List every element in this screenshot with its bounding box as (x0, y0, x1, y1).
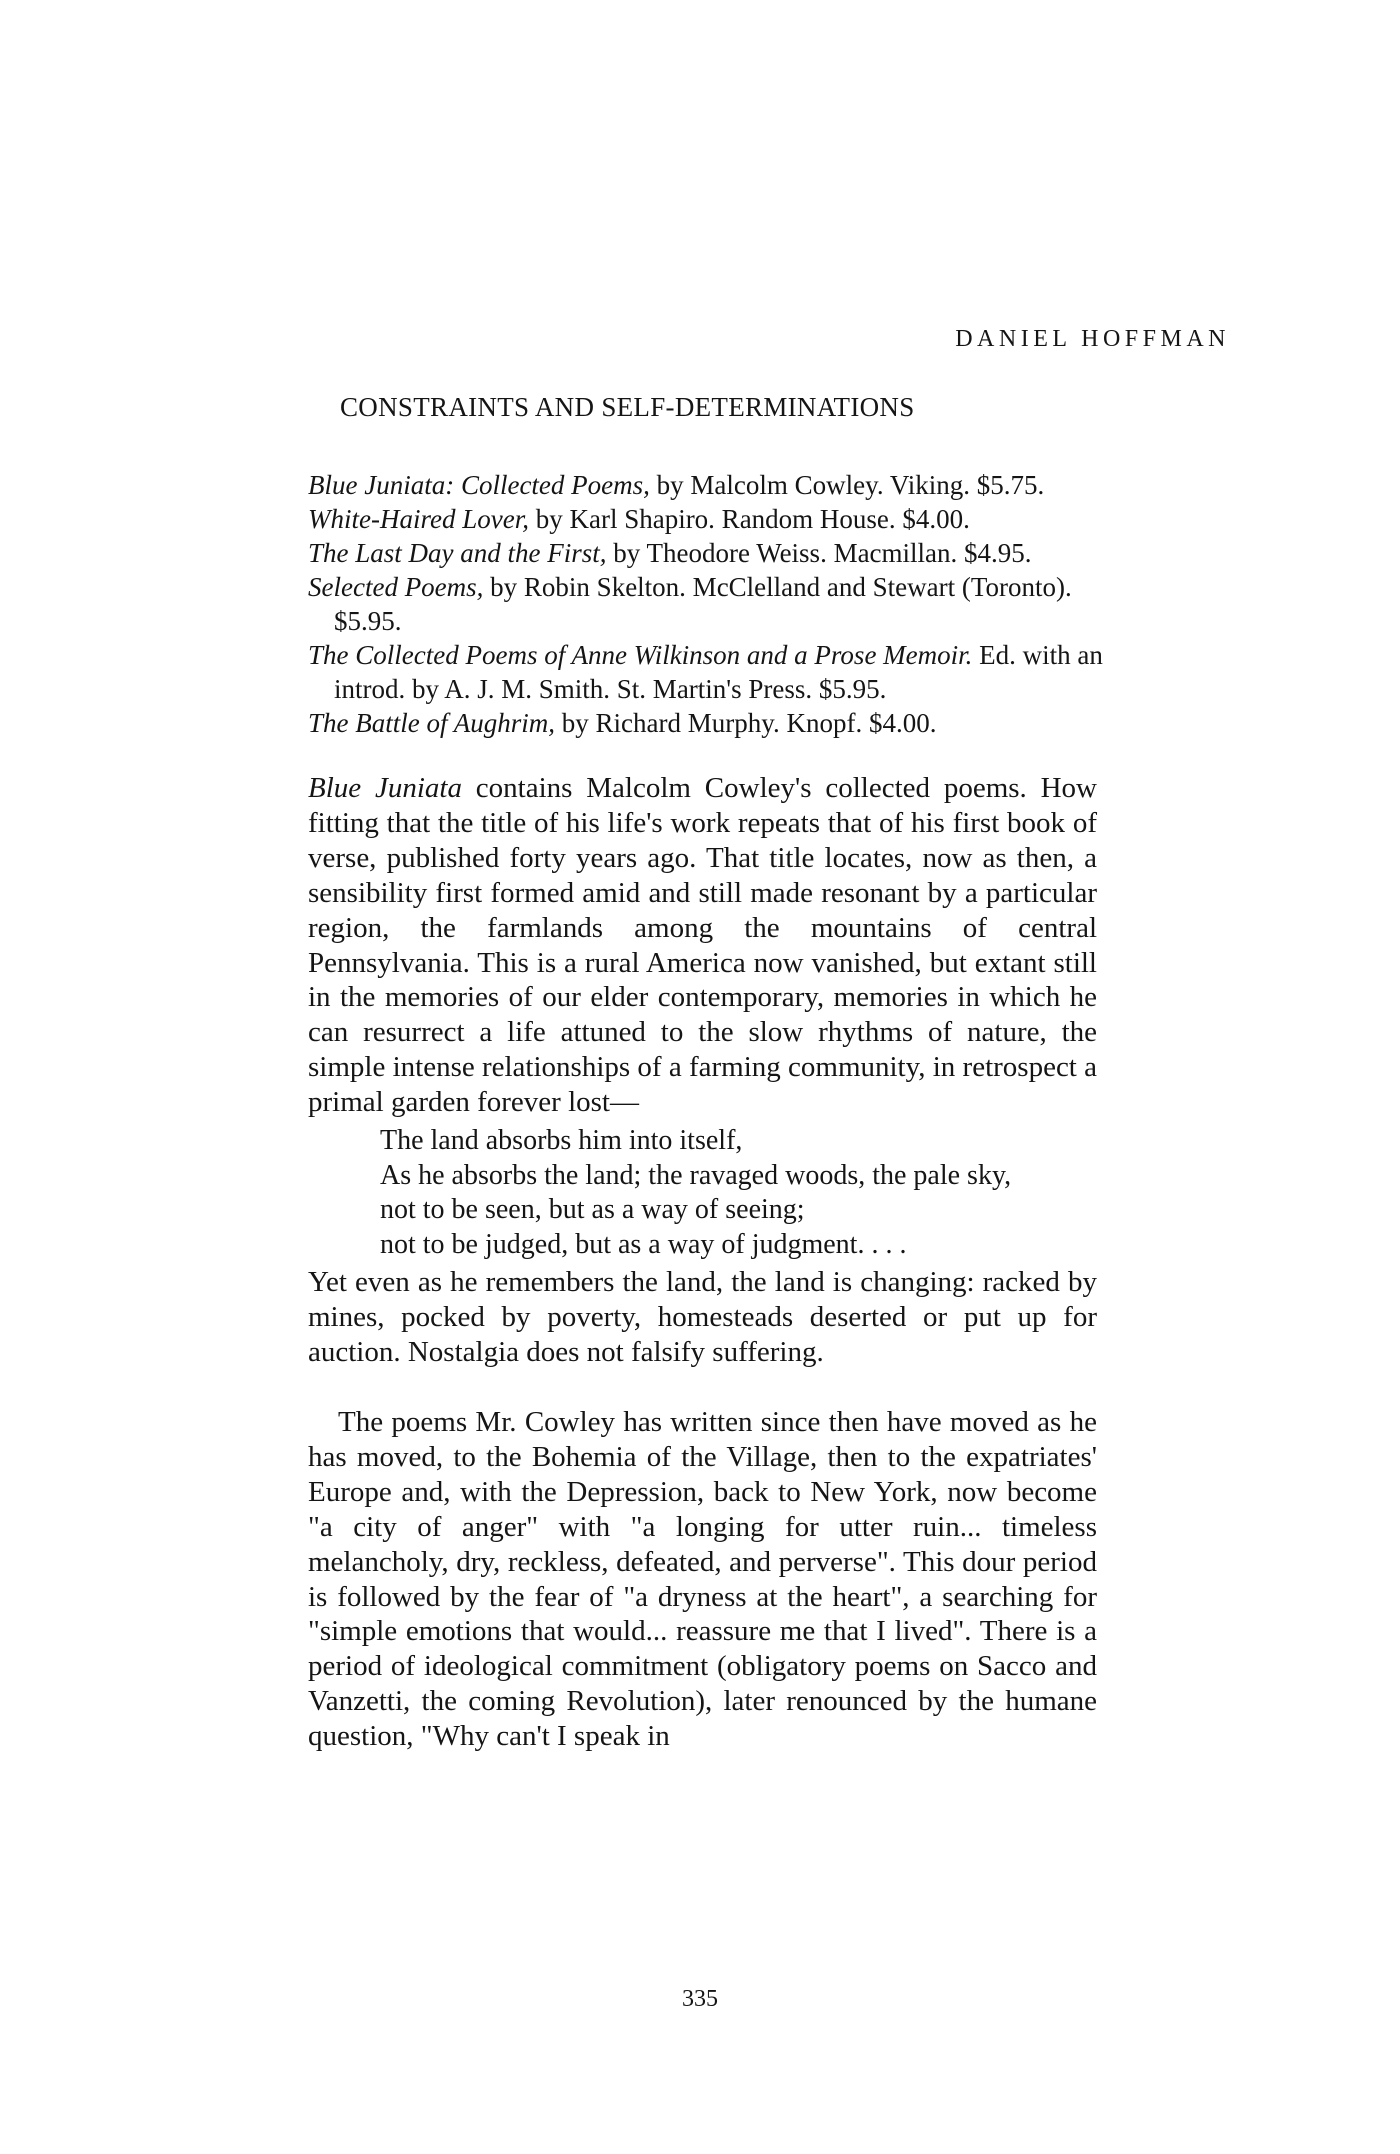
poem-line: As he absorbs the land; the ravaged woods, the pale sky, (380, 1159, 1012, 1191)
book-entry (308, 502, 1108, 536)
body-paragraph: The poems Mr. Cowley has written since then have moved as he has moved, to the Bohemia of the Village, then to the expatriates' Europe and, with the Depression, back to New York, now become "a city of anger" with "a longing for utter ruin... timeless melancholy, dry, reckless, defeated, and perverse". This dour period is followed by the fear of "a dryness at the heart", a searching for "simple emotions that would... reassure me that I lived". There is a period of ideological commitment (obligatory poems on Sacco and Vanzetti, the coming Revolution), later renounced by the humane question, "Why can't I speak in (308, 1406, 1097, 1753)
book-title: Blue Juniata: Collected Poems, (308, 470, 650, 500)
book-title: The Battle of Aughrim, (308, 708, 555, 738)
book-details: by Malcolm Cowley. Viking. $5.75. (649, 470, 1045, 500)
book-details: by Karl Shapiro. Random House. $4.00. (528, 504, 970, 534)
poem-quotation (380, 1124, 1011, 1262)
poem-line: The land absorbs him into itself, (380, 1125, 743, 1156)
book-title: The Collected Poems of Anne Wilkinson and a Prose Memoir. (308, 640, 973, 670)
book-details: by Robin Skelton. McClelland and Stewart (Toronto). $5.95. (334, 572, 1072, 636)
book-details: by Theodore Weiss. Macmillan. $4.95. (606, 538, 1032, 568)
book-entry (308, 468, 1108, 502)
book-title: White-Haired Lover, (308, 504, 529, 534)
book-details: Ed. with an introd. by A. J. M. Smith. St. Martin's Press. $5.95. (334, 640, 1103, 704)
article-title: CONSTRAINTS AND SELF-DETERMINATIONS (340, 392, 915, 422)
book-entry (308, 570, 1108, 638)
reviewed-books-list (308, 468, 1108, 740)
paragraph-text: contains Malcolm Cowley's collected poems. How fitting that the title of his life's work repeats that of his first book of verse, published forty years ago. That title locates, now as then, a sensibility first formed amid and still made resonant by a particular region, the farmlands among the mountains of central Pennsylvania. This is a rural America now vanished, but extant still in the memories of our elder contemporary, memories in which he can resurrect a life attuned to the slow rhythms of nature, the simple intense relationships of a farming community, in retrospect a primal garden forever lost— (308, 772, 1098, 1119)
poem-line: not to be judged, but as a way of judgment. . . . (380, 1228, 907, 1260)
book-entry (308, 638, 1108, 706)
book-details: by Richard Murphy. Knopf. $4.00. (555, 708, 937, 738)
inline-book-title: Blue Juniata (308, 772, 462, 804)
author-name: DANIEL HOFFMAN (955, 326, 1230, 352)
book-entry (308, 536, 1108, 570)
page-number: 335 (682, 1986, 718, 2012)
poem-line: not to be seen, but as a way of seeing; (380, 1194, 805, 1225)
book-entry (308, 706, 1108, 740)
body-paragraph: Yet even as he remembers the land, the land is changing: racked by mines, pocked by poverty, homesteads deserted or put up for auction. Nostalgia does not falsify suffering. (308, 1266, 1097, 1368)
body-paragraph (308, 771, 1097, 1120)
book-title: The Last Day and the First, (308, 538, 607, 568)
book-title: Selected Poems, (308, 572, 484, 602)
